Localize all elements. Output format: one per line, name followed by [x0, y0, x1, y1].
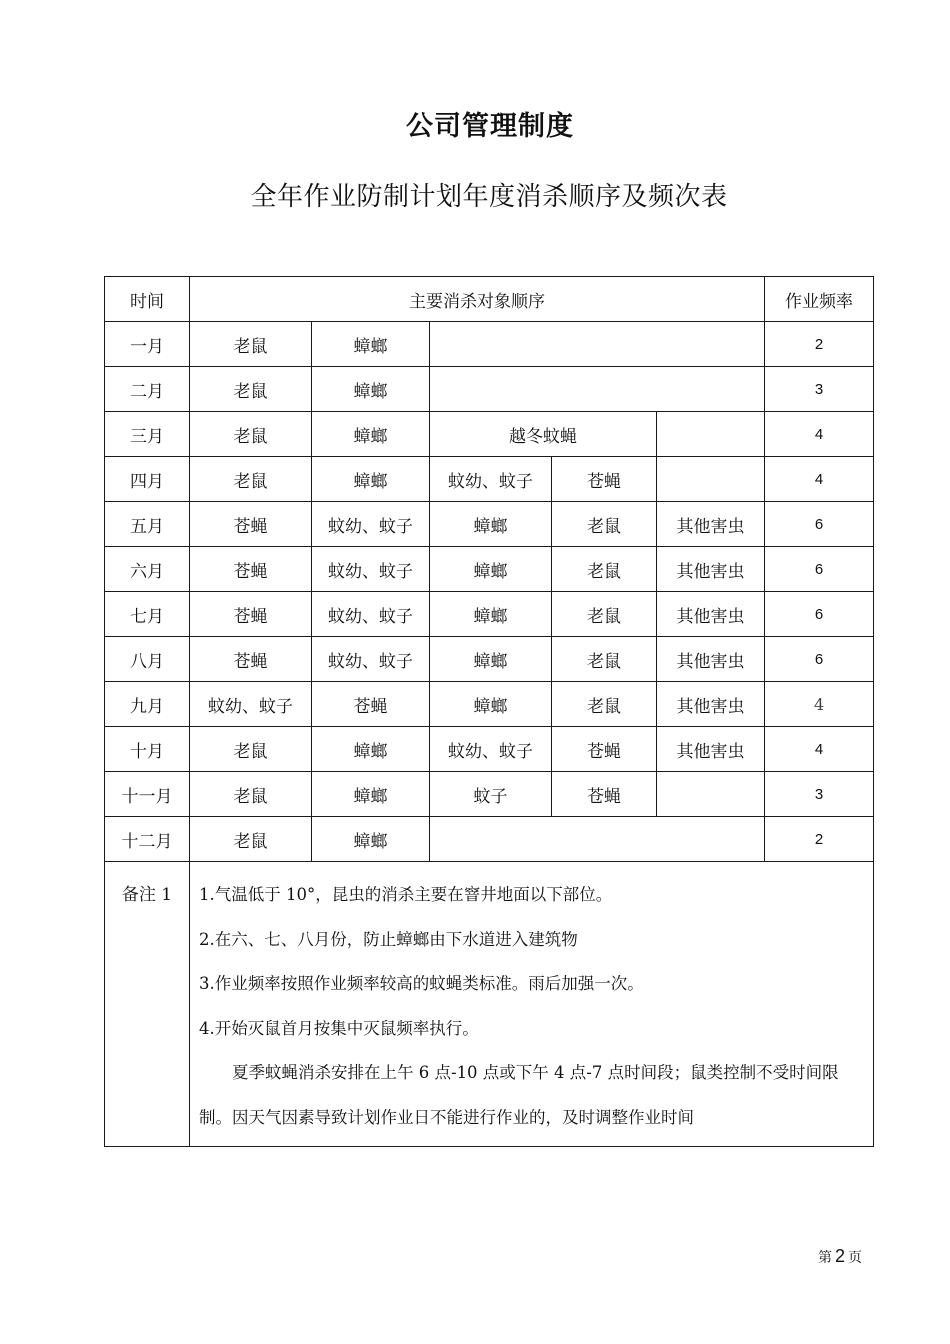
target-cell: 蚊幼、蚊子	[312, 502, 430, 547]
target-cell: 苍蝇	[552, 457, 657, 502]
target-cell: 苍蝇	[190, 547, 312, 592]
page-number: 2	[835, 1246, 846, 1266]
target-cell: 老鼠	[552, 502, 657, 547]
target-cell: 其他害虫	[657, 682, 765, 727]
frequency-cell: 3	[765, 367, 874, 412]
month-cell: 十一月	[105, 772, 190, 817]
page-prefix: 第	[818, 1250, 832, 1266]
target-cell: 苍蝇	[552, 727, 657, 772]
empty-cell	[430, 817, 765, 862]
frequency-cell: 2	[765, 817, 874, 862]
table-row	[105, 727, 874, 772]
note-paragraph: 夏季蚊蝇消杀安排在上午 6 点-10 点或下午 4 点-7 点时间段；鼠类控制不受时间限制。因天气因素导致计划作业日不能进行作业的，及时调整作业时间	[199, 1063, 839, 1127]
target-cell: 老鼠	[190, 367, 312, 412]
empty-cell	[657, 772, 765, 817]
empty-cell	[430, 367, 765, 412]
note-item: 1.气温低于 10°，昆虫的消杀主要在窨井地面以下部位。	[199, 885, 613, 904]
month-cell: 五月	[105, 502, 190, 547]
target-cell: 苍蝇	[190, 592, 312, 637]
schedule-table	[104, 276, 874, 1147]
target-cell: 老鼠	[190, 772, 312, 817]
target-cell: 老鼠	[552, 547, 657, 592]
table-row	[105, 637, 874, 682]
frequency-cell: 6	[765, 592, 874, 637]
page-footer	[818, 1246, 862, 1267]
company-header-title: 公司管理制度	[406, 111, 574, 142]
target-cell: 其他害虫	[657, 727, 765, 772]
target-cell: 越冬蚊蝇	[430, 412, 657, 457]
target-cell: 蚊幼、蚊子	[312, 547, 430, 592]
target-cell: 老鼠	[190, 412, 312, 457]
target-cell: 老鼠	[552, 682, 657, 727]
frequency-cell: 2	[765, 322, 874, 367]
target-cell: 蟑螂	[430, 592, 552, 637]
month-cell: 三月	[105, 412, 190, 457]
month-cell: 八月	[105, 637, 190, 682]
month-cell: 一月	[105, 322, 190, 367]
frequency-cell: 4	[765, 412, 874, 457]
empty-cell	[657, 412, 765, 457]
target-cell: 其他害虫	[657, 637, 765, 682]
table-row	[105, 682, 874, 727]
target-cell: 蟑螂	[312, 457, 430, 502]
target-cell: 老鼠	[190, 322, 312, 367]
target-cell: 蟑螂	[312, 772, 430, 817]
month-cell: 四月	[105, 457, 190, 502]
table-row	[105, 412, 874, 457]
table-row	[105, 457, 874, 502]
notes-row	[105, 862, 874, 1147]
target-cell: 苍蝇	[552, 772, 657, 817]
target-cell: 蟑螂	[430, 637, 552, 682]
column-header-frequency: 作业频率	[765, 277, 874, 322]
frequency-cell: 4	[765, 457, 874, 502]
target-cell: 老鼠	[190, 817, 312, 862]
frequency-cell: 3	[765, 772, 874, 817]
target-cell: 其他害虫	[657, 547, 765, 592]
month-cell: 九月	[105, 682, 190, 727]
notes-cell	[190, 862, 874, 1147]
month-cell: 六月	[105, 547, 190, 592]
target-cell: 其他害虫	[657, 502, 765, 547]
frequency-cell: 6	[765, 637, 874, 682]
table-header-row	[105, 277, 874, 322]
note-item: 3.作业频率按照作业频率较高的蚊蝇类标准。雨后加强一次。	[199, 974, 644, 993]
target-cell: 蚊幼、蚊子	[312, 637, 430, 682]
note-item: 2.在六、七、八月份，防止蟑螂由下水道进入建筑物	[199, 929, 578, 949]
notes-label: 备注 1	[105, 862, 190, 1147]
target-cell: 老鼠	[552, 637, 657, 682]
target-cell: 蟑螂	[430, 547, 552, 592]
note-item: 4.开始灭鼠首月按集中灭鼠频率执行。	[199, 1018, 479, 1038]
target-cell: 蟑螂	[312, 412, 430, 457]
table-row	[105, 502, 874, 547]
target-cell: 蟑螂	[312, 817, 430, 862]
target-cell: 蟑螂	[312, 727, 430, 772]
table-row	[105, 367, 874, 412]
target-cell: 蟑螂	[312, 322, 430, 367]
target-cell: 苍蝇	[190, 637, 312, 682]
target-cell: 蟑螂	[312, 367, 430, 412]
table-row	[105, 322, 874, 367]
target-cell: 其他害虫	[657, 592, 765, 637]
column-header-targets: 主要消杀对象顺序	[190, 277, 765, 322]
target-cell: 苍蝇	[190, 502, 312, 547]
table-row	[105, 772, 874, 817]
empty-cell	[430, 322, 765, 367]
frequency-cell: 4	[765, 727, 874, 772]
month-cell: 二月	[105, 367, 190, 412]
target-cell: 苍蝇	[312, 682, 430, 727]
target-cell: 老鼠	[190, 457, 312, 502]
frequency-cell: 4	[765, 682, 874, 727]
month-cell: 十二月	[105, 817, 190, 862]
target-cell: 老鼠	[190, 727, 312, 772]
table-row	[105, 817, 874, 862]
month-cell: 七月	[105, 592, 190, 637]
target-cell: 蟑螂	[430, 502, 552, 547]
target-cell: 老鼠	[552, 592, 657, 637]
month-cell: 十月	[105, 727, 190, 772]
target-cell: 蚊子	[430, 772, 552, 817]
target-cell: 蚊幼、蚊子	[190, 682, 312, 727]
target-cell: 蚊幼、蚊子	[430, 727, 552, 772]
document-title: 全年作业防制计划年度消杀顺序及频次表	[250, 182, 728, 212]
table-row	[105, 592, 874, 637]
empty-cell	[657, 457, 765, 502]
target-cell: 蚊幼、蚊子	[312, 592, 430, 637]
table-row	[105, 547, 874, 592]
target-cell: 蟑螂	[430, 682, 552, 727]
frequency-cell: 6	[765, 547, 874, 592]
column-header-time: 时间	[105, 277, 190, 322]
target-cell: 蚊幼、蚊子	[430, 457, 552, 502]
frequency-cell: 6	[765, 502, 874, 547]
page-suffix: 页	[848, 1250, 863, 1266]
